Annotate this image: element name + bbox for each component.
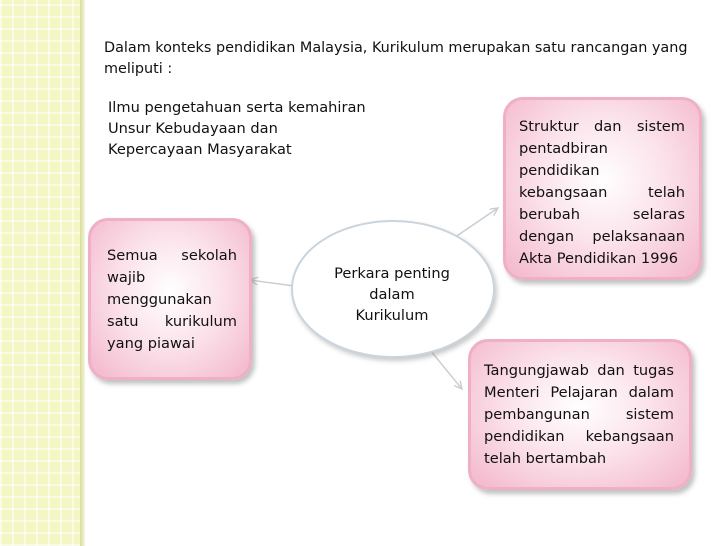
bottom-right-box [468, 339, 692, 490]
bottom-right-box-text: Tangungjawab dan tugas Menteri Pelajaran dalam pembangunan sistem pendidikan kebangsaan telah bertambah [484, 362, 674, 467]
decorative-stripe-edge [80, 0, 85, 546]
arrow-to-left-box [250, 280, 294, 286]
top-right-box [503, 97, 702, 280]
center-line-1: Perkara penting [334, 265, 450, 282]
arrow-to-bottom-right-box [430, 350, 462, 389]
top-right-box-text: Struktur dan sistem pentadbiran pendidikan kebangsaan telah berubah selaras dengan pelaksanaan Akta Pendidikan 1996 [519, 118, 685, 267]
center-line-2: dalam [369, 286, 415, 303]
intro-line-1: Dalam konteks pendidikan Malaysia, Kurikulum merupakan satu rancangan yang [104, 40, 688, 56]
intro-text [104, 38, 704, 80]
center-line-3: Kurikulum [355, 307, 429, 324]
left-box [88, 218, 252, 380]
context-line-1: Ilmu pengetahuan serta kemahiran [108, 99, 366, 116]
left-box-text: Semua sekolah wajib menggunakan satu kurikulum yang piawai [107, 247, 237, 352]
center-text [320, 263, 464, 326]
context-line-2: Unsur Kebudayaan dan [108, 120, 278, 137]
context-list [108, 97, 408, 160]
decorative-stripe [0, 0, 80, 546]
context-line-3: Kepercayaan Masyarakat [108, 141, 292, 158]
intro-line-2: meliputi : [104, 61, 173, 77]
